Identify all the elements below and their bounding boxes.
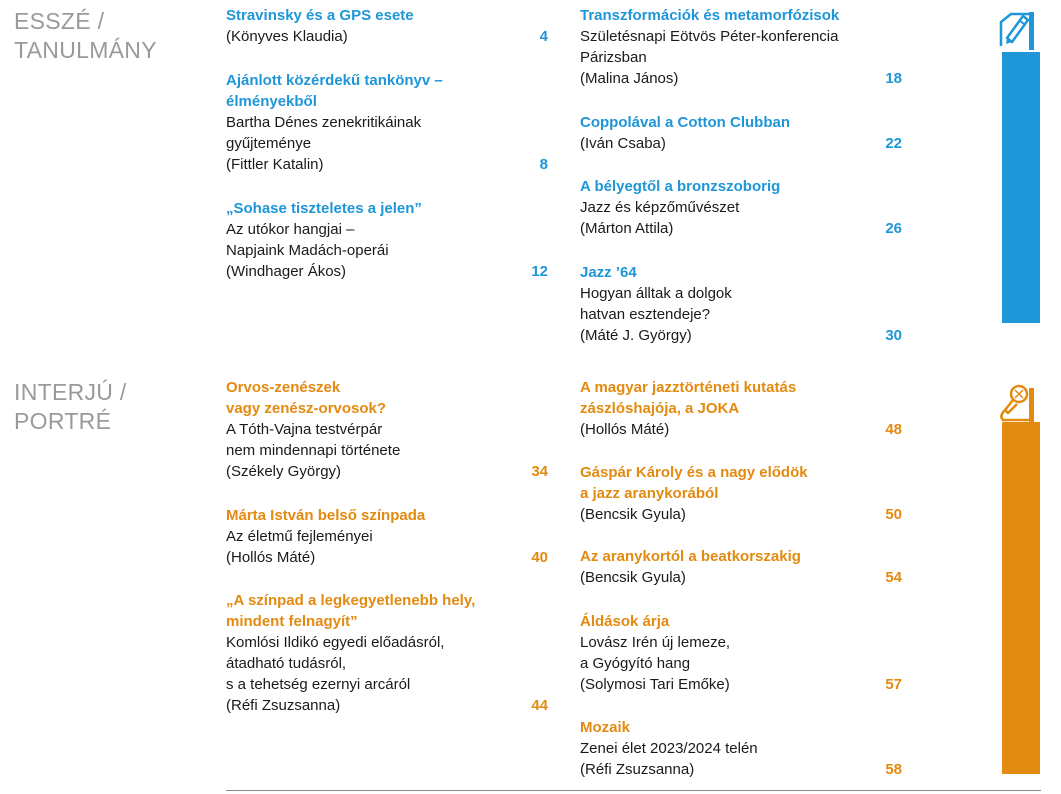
toc-entry-title: A bélyegtől a bronzszoborig: [580, 178, 781, 195]
toc-page-number: 44: [531, 697, 548, 714]
toc-entry[interactable]: [226, 505, 548, 568]
toc-entry-subtitle: Jazz és képzőművészet: [580, 199, 740, 216]
toc-entry-author: (Bencsik Gyula): [580, 569, 686, 586]
toc-entry[interactable]: [580, 462, 902, 525]
section-label-line: PORTRÉ: [14, 408, 112, 434]
section-label-line: ESSZÉ /: [14, 8, 105, 34]
toc-entry-subtitle: Hogyan álltak a dolgok: [580, 285, 732, 302]
toc-page-number: 8: [539, 156, 548, 173]
toc-entry-subtitle: Napjaink Madách-operái: [226, 242, 389, 259]
toc-entry-title: Az aranykortól a beatkorszakig: [580, 548, 801, 565]
microphone-icon: [993, 380, 1037, 424]
toc-entry[interactable]: [580, 546, 902, 588]
toc-entry[interactable]: [580, 611, 902, 695]
toc-entry-subtitle: a Gyógyító hang: [580, 655, 691, 672]
toc-entry-subtitle: A Tóth-Vajna testvérpár: [226, 421, 383, 438]
toc-entry[interactable]: [580, 377, 902, 440]
toc-page-number: 30: [885, 327, 902, 344]
toc-entry[interactable]: [580, 262, 902, 346]
toc-page-number: 58: [885, 761, 902, 778]
toc-entry-subtitle: Komlósi Ildikó egyedi előadásról,: [226, 634, 445, 651]
toc-entry-subtitle: Az utókor hangjai –: [226, 221, 355, 238]
toc-entry-subtitle: Párizsban: [580, 49, 647, 66]
toc-page-number: 40: [531, 549, 548, 566]
toc-entry-title: vagy zenész-orvosok?: [226, 400, 387, 417]
section-label-line: INTERJÚ /: [14, 379, 127, 405]
toc-entry-title: Orvos-zenészek: [226, 379, 341, 396]
toc-page-number: 18: [885, 70, 902, 87]
toc-entry-subtitle: Az életmű fejleményei: [226, 528, 373, 545]
toc-entry-author: (Máté J. György): [580, 327, 692, 344]
toc-entry-subtitle: Bartha Dénes zenekritikáinak: [226, 114, 422, 131]
section-bar-essay: [1002, 52, 1040, 323]
toc-page-number: 22: [885, 135, 902, 152]
toc-entry-title: zászlóshajója, a JOKA: [580, 400, 740, 417]
toc-entry-title: a jazz aranykorából: [580, 485, 719, 502]
toc-entry-title: élményekből: [226, 93, 317, 110]
toc-entry-subtitle: átadható tudásról,: [226, 655, 347, 672]
toc-page-number: 57: [885, 676, 902, 693]
toc-entry[interactable]: [226, 590, 548, 716]
toc-entry[interactable]: [580, 176, 902, 239]
toc-page-number: 12: [531, 263, 548, 280]
toc-page-number: 54: [885, 569, 902, 586]
toc-entry-subtitle: s a tehetség ezernyi arcáról: [226, 676, 411, 693]
toc-entry-title: A magyar jazztörténeti kutatás: [580, 379, 797, 396]
toc-entry-title: mindent felnagyít”: [226, 613, 358, 630]
toc-entry-subtitle: Zenei élet 2023/2024 telén: [580, 740, 758, 757]
toc-entry-title: Transzformációk és metamorfózisok: [580, 7, 840, 24]
toc-entry[interactable]: [226, 198, 548, 282]
section-label-line: TANULMÁNY: [14, 37, 157, 63]
toc-entry-author: (Réfi Zsuzsanna): [580, 761, 695, 778]
toc-page-number: 48: [885, 421, 902, 438]
toc-entry-title: Gáspár Károly és a nagy elődök: [580, 464, 808, 481]
toc-entry-title: Mozaik: [580, 719, 631, 736]
toc-entry-title: Coppolával a Cotton Clubban: [580, 114, 790, 131]
toc-entry-subtitle: Születésnapi Eötvös Péter-konferencia: [580, 28, 839, 45]
toc-entry-title: Áldások árja: [580, 613, 670, 630]
toc-entry-author: (Windhager Ákos): [226, 263, 347, 280]
toc-entry-author: (Fittler Katalin): [226, 156, 324, 173]
toc-entry[interactable]: [580, 5, 902, 89]
toc-entry-author: (Réfi Zsuzsanna): [226, 697, 341, 714]
toc-entry-title: „A színpad a legkegyetlenebb hely,: [226, 592, 476, 609]
toc-entry-author: (Solymosi Tari Emőke): [580, 676, 730, 693]
section-label-interview: [14, 378, 127, 436]
toc-entry-title: Stravinsky és a GPS esete: [226, 7, 414, 24]
toc-entry-subtitle: Lovász Irén új lemeze,: [580, 634, 731, 651]
toc-entry-author: (Könyves Klaudia): [226, 28, 348, 45]
toc-entry-subtitle: gyűjteménye: [226, 135, 312, 152]
toc-entry-author: (Márton Attila): [580, 220, 674, 237]
section-label-essay: [14, 7, 157, 65]
toc-entry[interactable]: [580, 717, 902, 780]
toc-entry[interactable]: [226, 377, 548, 482]
toc-entry-author: (Malina János): [580, 70, 679, 87]
toc-entry-title: „Sohase tiszteletes a jelen”: [226, 200, 422, 217]
toc-entry-author: (Iván Csaba): [580, 135, 666, 152]
toc-entry-author: (Hollós Máté): [226, 549, 316, 566]
toc-entry-author: (Bencsik Gyula): [580, 506, 686, 523]
bottom-rule: [226, 790, 1041, 791]
toc-entry[interactable]: [580, 112, 902, 154]
toc-entry-subtitle: nem mindennapi története: [226, 442, 401, 459]
section-bar-interview: [1002, 422, 1040, 774]
toc-entry-title: Jazz ’64: [580, 264, 637, 281]
toc-entry[interactable]: [226, 5, 548, 47]
pen-writing-icon: [993, 6, 1037, 50]
toc-page-number: 4: [539, 28, 548, 45]
toc-entry-author: (Székely György): [226, 463, 342, 480]
toc-page-number: 26: [885, 220, 902, 237]
toc-page-number: 34: [531, 463, 548, 480]
toc-entry[interactable]: [226, 70, 548, 175]
toc-entry-title: Márta István belső színpada: [226, 507, 426, 524]
toc-entry-author: (Hollós Máté): [580, 421, 670, 438]
toc-entry-subtitle: hatvan esztendeje?: [580, 306, 711, 323]
toc-page-number: 50: [885, 506, 902, 523]
toc-entry-title: Ajánlott közérdekű tankönyv –: [226, 72, 443, 89]
